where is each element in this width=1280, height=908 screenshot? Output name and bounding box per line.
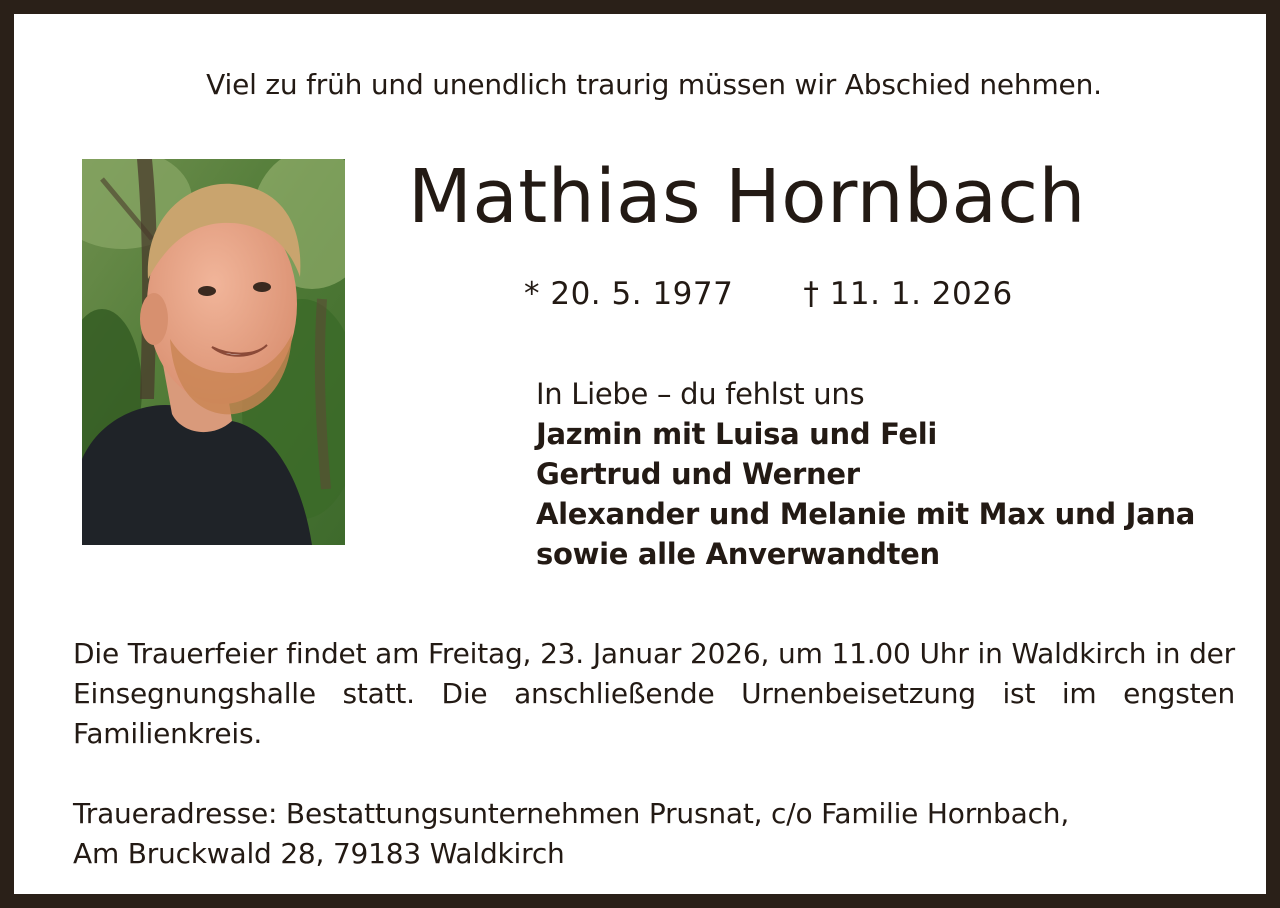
life-dates — [524, 276, 1013, 312]
death-date: † 11. 1. 2026 — [803, 276, 1013, 312]
mourning-address — [73, 794, 1235, 874]
intro-line: Viel zu früh und unendlich traurig müssen wir Abschied nehmen. — [206, 68, 1102, 101]
address-line: Traueradresse: Bestattungsunternehmen Prusnat, c/o Familie Hornbach, — [73, 797, 1070, 830]
mourners-intro: In Liebe – du fehlst uns — [536, 377, 865, 411]
portrait-photo — [82, 159, 345, 545]
mourner-line: Gertrud und Werner — [536, 457, 860, 491]
mourner-line: Jazmin mit Luisa und Feli — [536, 417, 938, 451]
mourners-block — [536, 374, 1195, 574]
funeral-service-info: Die Trauerfeier findet am Freitag, 23. Januar 2026, um 11.00 Uhr in Waldkirch in der Einsegnungshalle statt. Die anschließende Urnenbeisetzung ist im engsten Familienkreis. — [73, 637, 1235, 750]
mourner-line: Alexander und Melanie mit Max und Jana — [536, 497, 1195, 531]
deceased-name: Mathias Hornbach — [408, 154, 1086, 240]
mourner-line: sowie alle Anverwandten — [536, 537, 940, 571]
birth-date: * 20. 5. 1977 — [524, 276, 734, 312]
address-line: Am Bruckwald 28, 79183 Waldkirch — [73, 837, 565, 870]
